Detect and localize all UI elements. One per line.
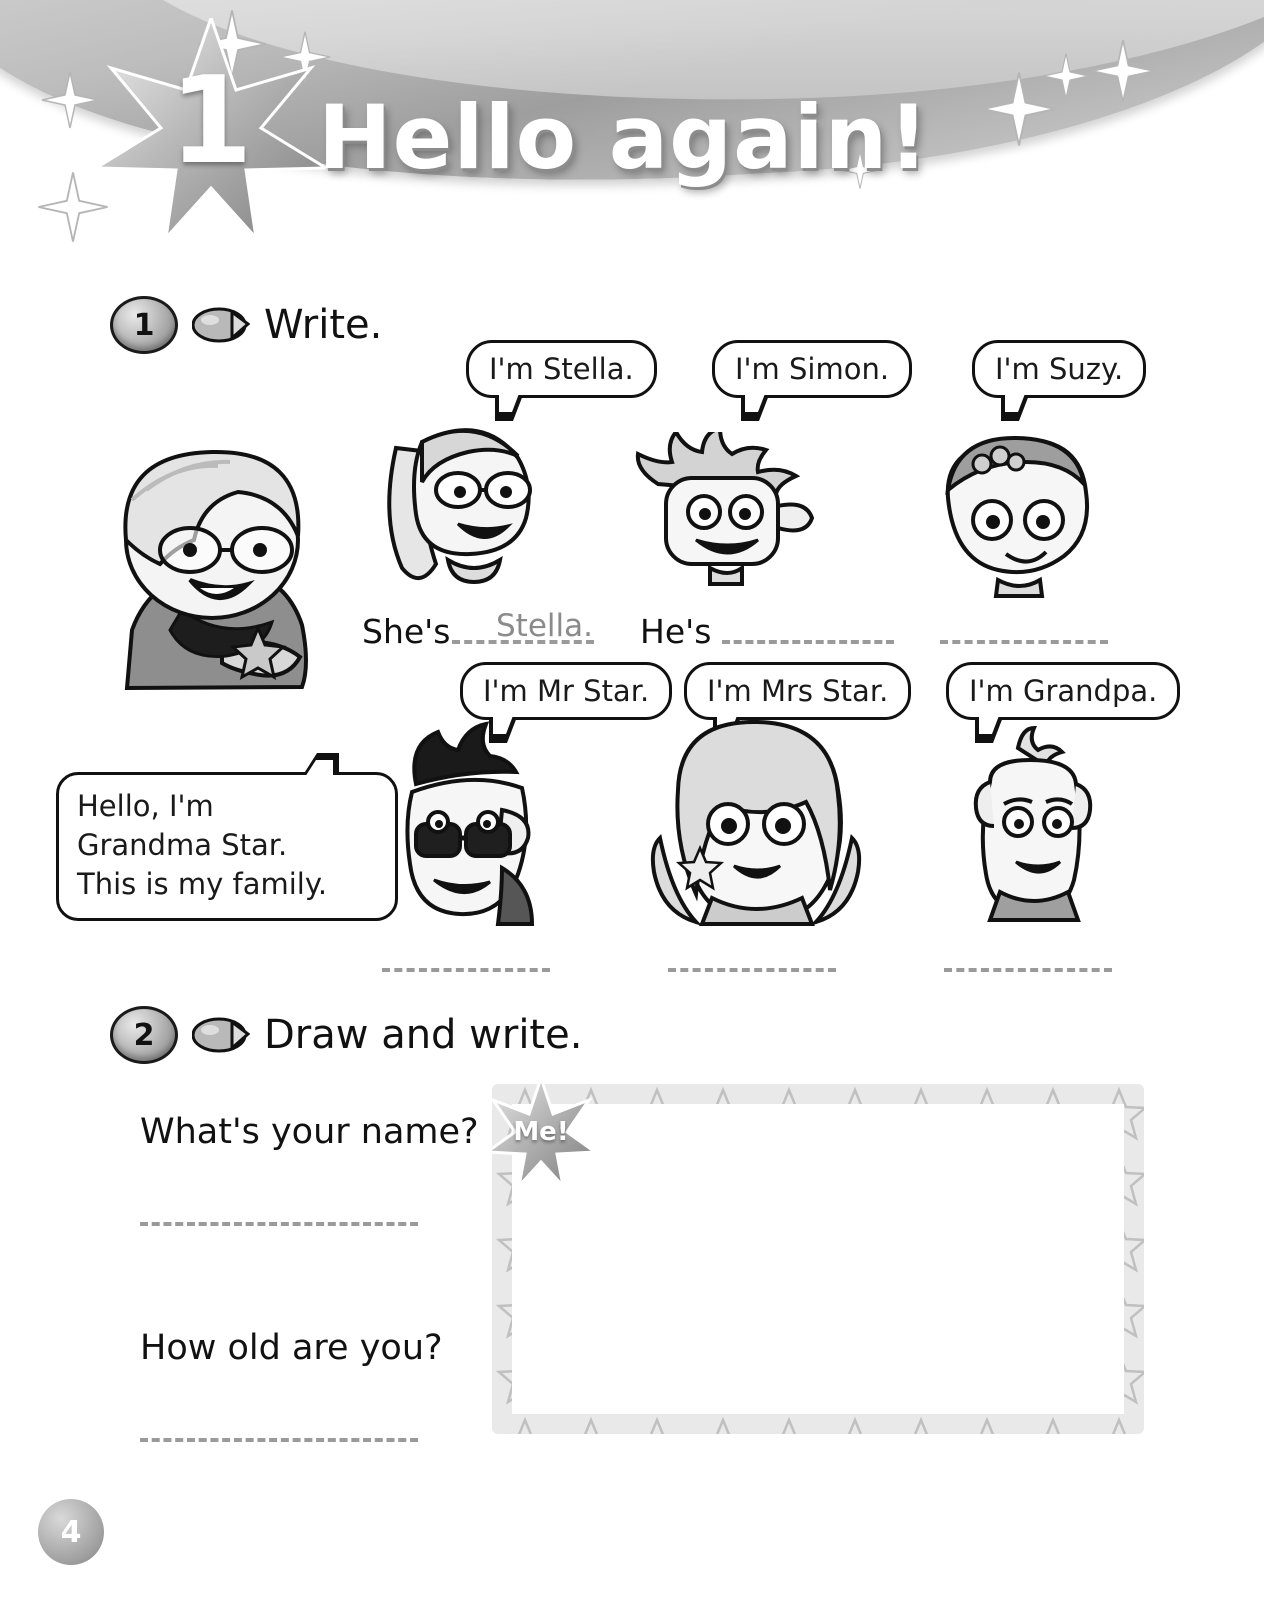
speech-bubble-stella [466, 340, 657, 398]
pencil-icon [192, 1014, 250, 1056]
bubble-text: I'm Suzy. [995, 352, 1124, 386]
character-stella [366, 408, 550, 592]
bubble-text: I'm Mrs Star. [707, 674, 889, 708]
answer-line-age[interactable] [140, 1438, 418, 1442]
exercise-2-instruction: Draw and write. [264, 1012, 583, 1058]
character-simon [622, 432, 848, 596]
speech-bubble-mrs-star [684, 662, 911, 720]
speech-bubble-simon [712, 340, 912, 398]
drawing-canvas[interactable] [512, 1104, 1124, 1414]
exercise-2-heading [110, 1006, 582, 1064]
character-suzy [930, 428, 1100, 602]
character-grandpa [960, 726, 1110, 926]
bubble-text: I'm Stella. [489, 352, 634, 386]
sparkle-icon [1090, 38, 1156, 104]
character-mr-star [382, 718, 552, 932]
exercise-1-instruction: Write. [264, 302, 383, 348]
page-banner [0, 0, 1264, 250]
prompt-shes: She's [362, 612, 451, 651]
question-age: How old are you? [140, 1328, 443, 1368]
bubble-line-3: This is my family. [77, 867, 328, 902]
sparkle-icon [1042, 52, 1090, 100]
answer-line-name[interactable] [140, 1222, 418, 1226]
unit-number: 1 [169, 51, 253, 191]
answer-line-3[interactable] [940, 640, 1108, 644]
answer-line-4[interactable] [382, 968, 550, 972]
speech-bubble-grandma [56, 772, 398, 921]
speech-bubble-grandpa [946, 662, 1180, 720]
bubble-text: I'm Simon. [735, 352, 890, 386]
bubble-line-2: Grandma Star. [77, 828, 288, 863]
character-grandma-star [72, 430, 362, 694]
speech-bubble-mr-star [460, 662, 672, 720]
page-number: 4 [38, 1499, 104, 1565]
prompt-hes: He's [640, 612, 712, 651]
answer-line-5[interactable] [668, 968, 836, 972]
speech-bubble-suzy [972, 340, 1146, 398]
answer-line-2[interactable] [722, 640, 894, 644]
bubble-line-1: Hello, I'm [77, 789, 214, 823]
answer-line-6[interactable] [944, 968, 1112, 972]
sparkle-icon [40, 70, 100, 130]
page-title: Hello again! [318, 86, 930, 189]
exercise-1-number: 1 [110, 296, 178, 354]
exercise-2-number: 2 [110, 1006, 178, 1064]
pencil-icon [192, 304, 250, 346]
bubble-tail [1001, 395, 1029, 421]
character-mrs-star [646, 720, 866, 930]
bubble-tail-inner [305, 760, 333, 777]
bubble-tail [741, 395, 769, 421]
bubble-text: I'm Mr Star. [483, 674, 650, 708]
me-badge-label: Me! [513, 1117, 569, 1147]
bubble-text: I'm Grandpa. [969, 674, 1158, 708]
exercise-1-heading [110, 296, 382, 354]
question-name: What's your name? [140, 1112, 479, 1152]
answer-value-1: Stella. [496, 608, 593, 644]
